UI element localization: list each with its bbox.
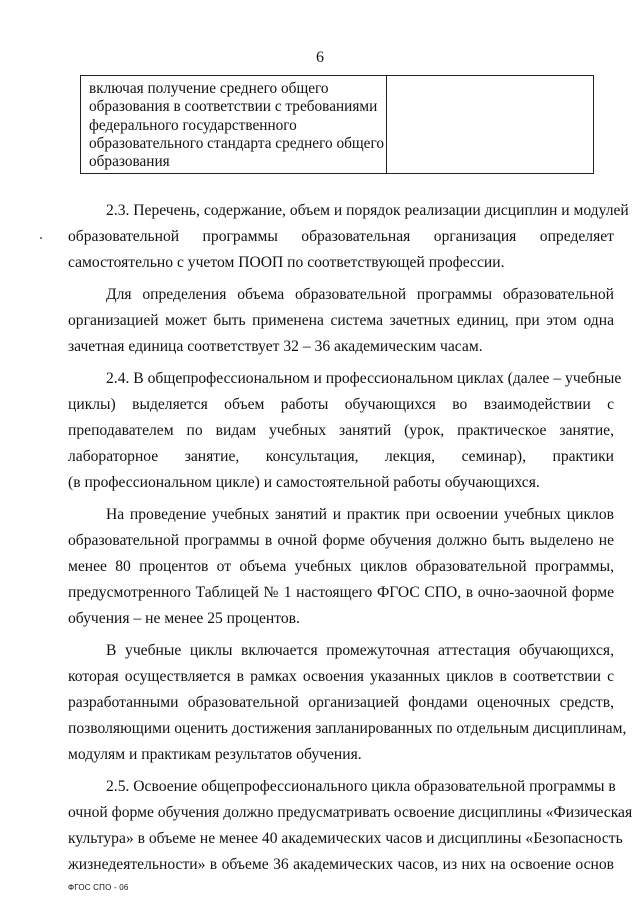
paragraph-attestation: [68, 638, 627, 768]
table-cell-line: образования в соответствии с требованиями: [89, 98, 378, 116]
table-cell-right: [387, 76, 593, 173]
table-cell-left: [81, 76, 387, 173]
text-line: 2.4. В общепрофессиональном и профессиональном циклах (далее – учебные: [106, 370, 622, 387]
text-line: 2.3. Перечень, содержание, объем и порядок реализации дисциплин и модулей: [106, 202, 629, 219]
text-line: преподавателем по видам учебных занятий (урок, практическое занятие,: [68, 422, 614, 439]
text-line: культура» в объеме не менее 40 академических часов и дисциплины «Безопасность: [68, 830, 623, 847]
paragraph-2-4: [68, 366, 622, 496]
text-line: циклы) выделяется объем работы обучающихся во взаимодействии с: [68, 396, 614, 413]
text-line: лабораторное занятие, консультация, лекция, семинар), практики: [68, 448, 614, 465]
page-number: 6: [316, 49, 324, 66]
text-line: обучения – не менее 25 процентов.: [68, 610, 300, 627]
body-text: [68, 198, 633, 884]
paragraph-contact-hours: [68, 502, 614, 632]
table-cell-line: образования: [89, 153, 170, 171]
text-line: В учебные циклы включается промежуточная аттестация обучающихся,: [106, 642, 614, 659]
paragraph-2-5: [68, 774, 633, 878]
table-cell-line: включая получение среднего общего: [89, 80, 329, 97]
text-line: позволяющими оценить достижения запланированных по отдельным дисциплинам,: [68, 720, 627, 737]
text-line: Для определения объема образовательной программы образовательной: [106, 286, 614, 303]
text-line: которая осуществляется в рамках освоения указанных циклов в соответствии с: [68, 668, 614, 685]
text-line: образовательной программы в очной форме обучения должно быть выделено не: [68, 532, 614, 549]
text-line: образовательной программы образовательная организация определяет: [68, 228, 614, 245]
text-line: предусмотренного Таблицей № 1 настоящего ФГОС СПО, в очно-заочной форме: [68, 584, 614, 601]
paragraph-2-3: [68, 198, 629, 276]
text-line: организацией может быть применена система зачетных единиц, при этом одна: [68, 312, 614, 329]
text-line: На проведение учебных занятий и практик при освоении учебных циклов: [106, 506, 614, 523]
table-fragment: [80, 75, 594, 174]
table-cell-line: образовательного стандарта среднего общего: [89, 134, 385, 152]
text-line: самостоятельно с учетом ПООП по соответствующей профессии.: [68, 254, 505, 271]
text-line: 2.5. Освоение общепрофессионального цикла образовательной программы в: [106, 778, 616, 795]
paragraph-credit-units: [68, 282, 614, 360]
footer-document-code: ФГОС СПО - 06: [68, 883, 129, 892]
text-line: очной форме обучения должно предусматривать освоение дисциплины «Физическая: [68, 804, 633, 821]
scan-speck: [40, 237, 42, 239]
table-cell-line: федерального государственного: [89, 116, 297, 134]
text-line: зачетная единица соответствует 32 – 36 академическим часам.: [68, 338, 483, 355]
text-line: менее 80 процентов от объема учебных циклов образовательной программы,: [68, 558, 614, 575]
text-line: (в профессиональном цикле) и самостоятельной работы обучающихся.: [68, 474, 540, 491]
text-line: жизнедеятельности» в объеме 36 академических часов, из них на освоение основ: [68, 856, 614, 873]
text-line: разработанными образовательной организацией фондами оценочных средств,: [68, 694, 614, 711]
text-line: модулям и практикам результатов обучения.: [68, 746, 362, 763]
